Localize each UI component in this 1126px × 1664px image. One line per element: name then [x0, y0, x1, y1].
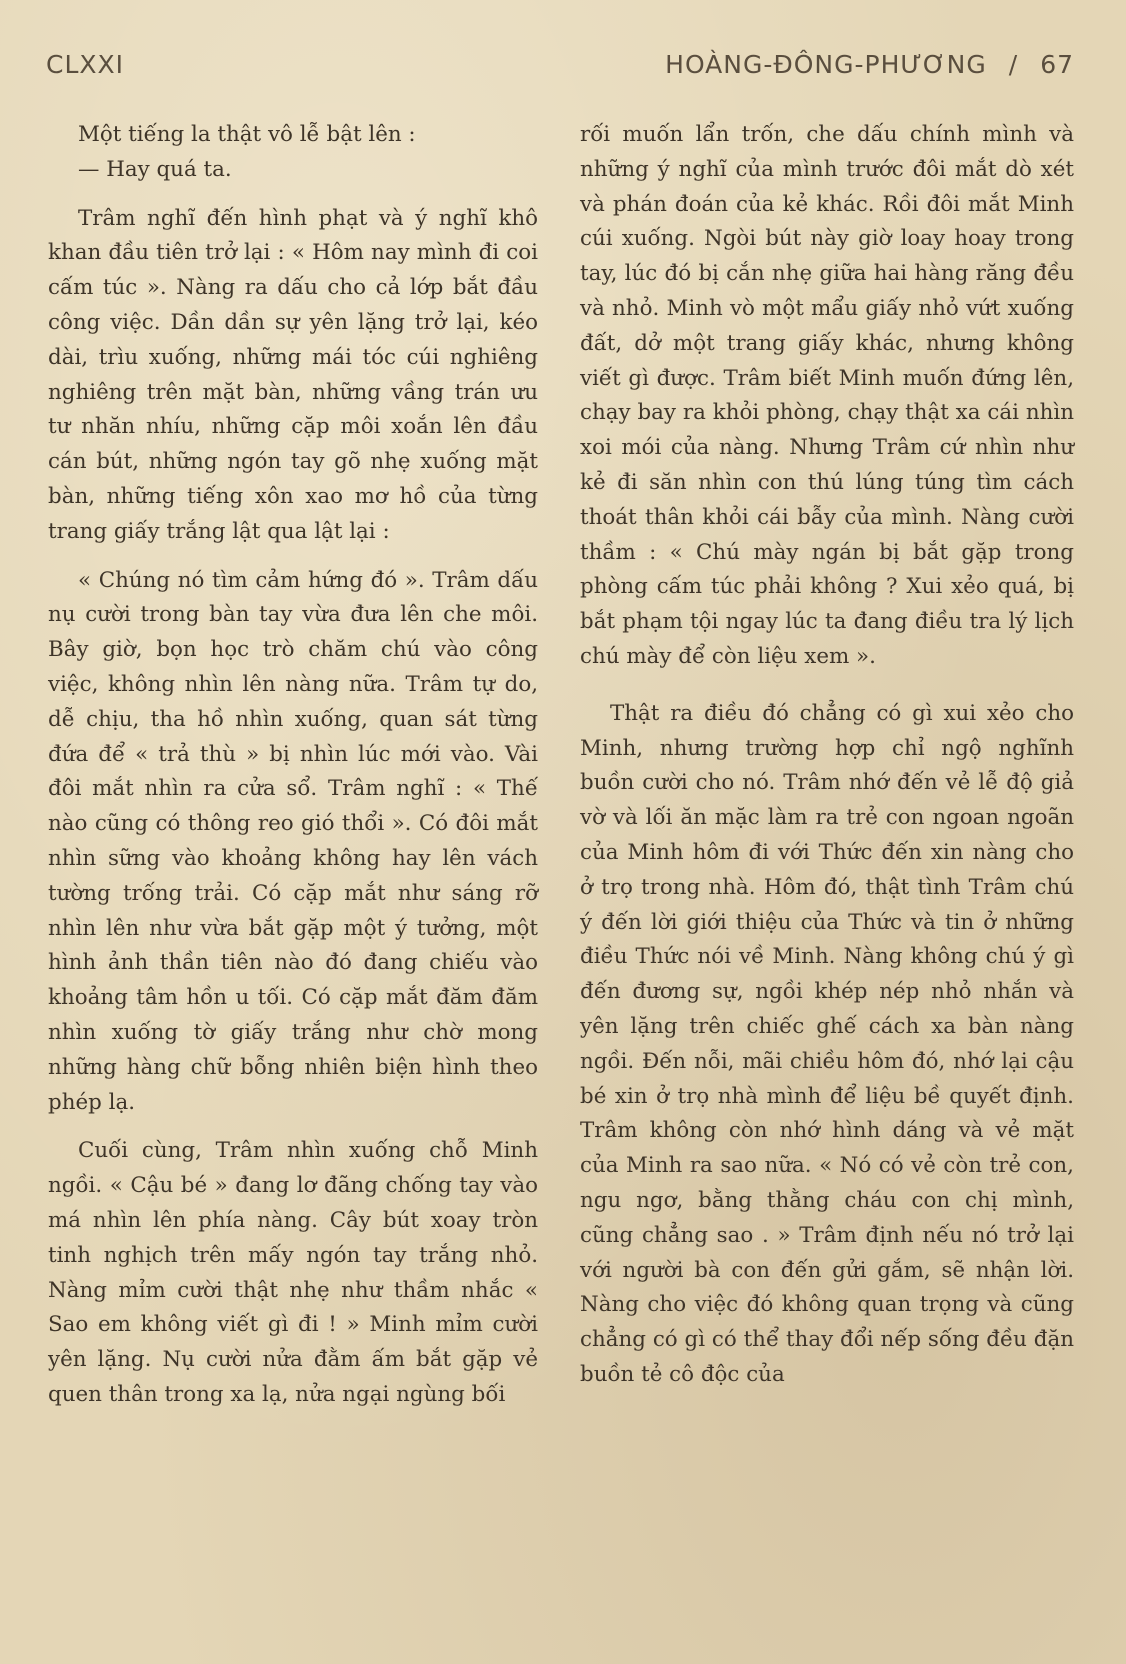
- right-column: [580, 118, 1074, 1393]
- paragraph: Thật ra điều đó chẳng có gì xui xẻo cho Minh, nhưng trường hợp chỉ ngộ nghĩnh buồn cười cho nó. Trâm nhớ đến vẻ lễ độ giả vờ và lối ăn mặc làm ra trẻ con ngoan ngoãn của Minh hôm đi với Thức đến xin nàng cho ở trọ trong nhà. Hôm đó, thật tình Trâm chú ý đến lời giới thiệu của Thức và tin ở những điều Thức nói về Minh. Nàng không chú ý gì đến đương sự, ngồi khép nép nhỏ nhắn và yên lặng trên chiếc ghế cách xa bàn nàng ngồi. Đến nỗi, mãi chiều hôm đó, nhớ lại cậu bé xin ở trọ nhà mình để liệu bề quyết định. Trâm không còn nhớ hình dáng và vẻ mặt của Minh ra sao nữa. « Nó có vẻ còn trẻ con, ngu ngơ, bằng thằng cháu con chị mình, cũng chẳng sao . » Trâm định nếu nó trở lại với người bà con đến gửi gắm, sẽ nhận lời. Nàng cho việc đó không quan trọng và cũng chẳng có gì có thể thay đổi nếp sống đều đặn buồn tẻ cô độc của: [580, 700, 1074, 1387]
- running-header: [46, 44, 1074, 84]
- page-number: 67: [1040, 49, 1074, 79]
- header-right: [665, 50, 1074, 79]
- left-column: [48, 118, 538, 1413]
- author-name: HOÀNG-ĐÔNG-PHƯƠNG: [665, 49, 987, 79]
- paragraph: Trâm nghĩ đến hình phạt và ý nghĩ khô khan đầu tiên trở lại : « Hôm nay mình đi coi cấm túc ». Nàng ra dấu cho cả lớp bắt đầu công việc. Dần dần sự yên lặng trở lại, kéo dài, trìu xuống, những mái tóc cúi nghiêng nghiêng trên mặt bàn, những vầng trán ưu tư nhăn nhíu, những cặp môi xoắn lên đầu cán bút, những ngón tay gõ nhẹ xuống mặt bàn, những tiếng xôn xao mơ hồ của từng trang giấy trắng lật qua lật lại :: [48, 205, 538, 544]
- paragraph: Một tiếng la thật vô lễ bật lên :: [78, 122, 416, 147]
- header-separator: /: [1008, 49, 1019, 79]
- paragraph: Cuối cùng, Trâm nhìn xuống chỗ Minh ngồi. « Cậu bé » đang lơ đãng chống tay vào má nhìn lên phía nàng. Cây bút xoay tròn tinh nghịch trên mấy ngón tay trắng nhỏ. Nàng mỉm cười thật nhẹ như thầm nhắc « Sao em không viết gì đi ! » Minh mỉm cười yên lặng. Nụ cười nửa đằm ấm bắt gặp vẻ quen thân trong xa lạ, nửa ngại ngùng bối: [48, 1138, 538, 1407]
- paragraph: rối muốn lẩn trốn, che dấu chính mình và những ý nghĩ của mình trước đôi mắt dò xét và phán đoán của kẻ khác. Rồi đôi mắt Minh cúi xuống. Ngòi bút này giờ loay hoay trong tay, lúc đó bị cắn nhẹ giữa hai hàng răng đều và nhỏ. Minh vò một mẩu giấy nhỏ vứt xuống đất, dở một trang giấy khác, nhưng không viết gì được. Trâm biết Minh muốn đứng lên, chạy bay ra khỏi phòng, chạy thật xa cái nhìn xoi mói của nàng. Nhưng Trâm cứ nhìn như kẻ đi săn nhìn con thú lúng túng tìm cách thoát thân khỏi cái bẫy của mình. Nàng cười thầm : « Chú mày ngán bị bắt gặp trong phòng cấm túc phải không ? Xui xẻo quá, bị bắt phạm tội ngay lúc ta đang điều tra lý lịch chú mày để còn liệu xem ».: [580, 122, 1074, 669]
- chapter-number: CLXXI: [46, 49, 125, 79]
- paragraph: — Hay quá ta.: [78, 156, 232, 182]
- paragraph: « Chúng nó tìm cảm hứng đó ». Trâm dấu nụ cười trong bàn tay vừa đưa lên che môi. Bây giờ, bọn học trò chăm chú vào công việc, không nhìn lên nàng nữa. Trâm tự do, dễ chịu, tha hồ nhìn xuống, quan sát từng đứa để « trả thù » bị nhìn lúc mới vào. Vài đôi mắt nhìn ra cửa sổ. Trâm nghĩ : « Thế nào cũng có thông reo gió thổi ». Có đôi mắt nhìn sững vào khoảng không hay lên vách tường trống trải. Có cặp mắt như sáng rỡ nhìn lên như vừa bắt gặp một ý tưởng, một hình ảnh thần tiên nào đó đang chiếu vào khoảng tâm hồn u tối. Có cặp mắt đăm đăm nhìn xuống tờ giấy trắng như chờ mong những hàng chữ bỗng nhiên biện hình theo phép lạ.: [48, 567, 538, 1115]
